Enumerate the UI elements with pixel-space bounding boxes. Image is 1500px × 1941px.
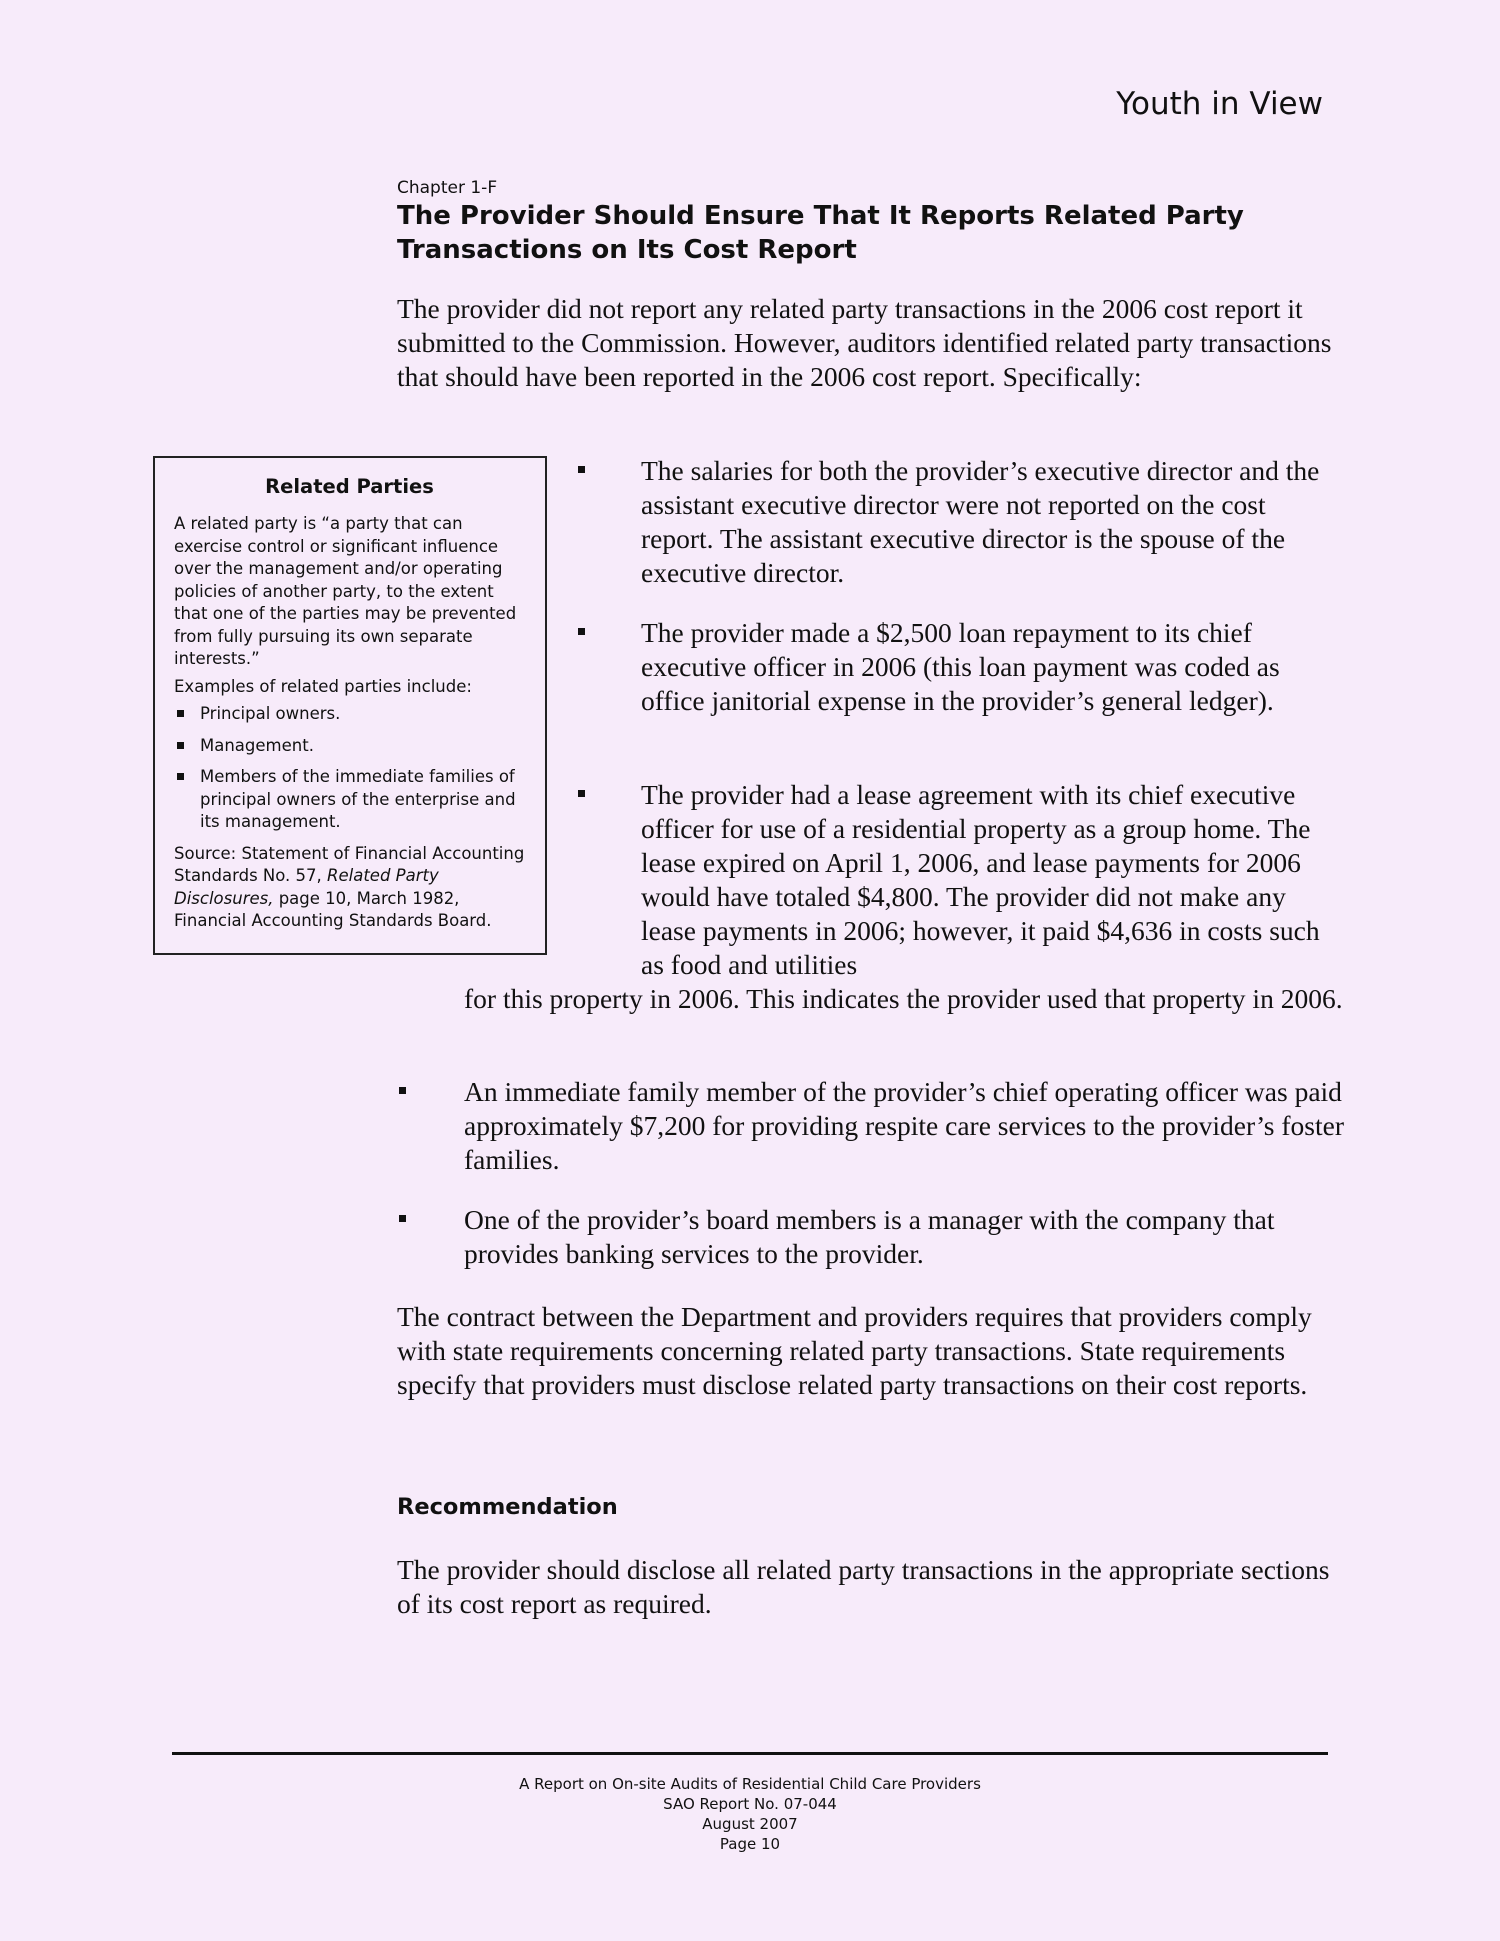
square-bullet-icon: [177, 742, 184, 749]
finding-family-member: An immediate family member of the provider’s chief operating officer was paid approximately $7,200 for providing respite care services to the provider’s foster families.: [464, 1076, 1344, 1175]
sidebar-source: Source: Statement of Financial Accounting Standards No. 57, Related Party Disclosures, page 10, March 1982, Financial Accounting Standards Board.: [174, 843, 525, 930]
square-bullet-icon: [177, 710, 184, 717]
finding-lease-agreement: The provider had a lease agreement with its chief executive officer for use of a residential property as a group home. The lease expired on April 1, 2006, and lease payments for 2006 would have totaled $4,800. The provider did not make any lease payments in 2006; however, it paid $4,636 in costs such as food and utilities: [641, 779, 1320, 980]
recommendation-heading: Recommendation: [397, 1494, 618, 1520]
square-bullet-icon: [578, 628, 585, 635]
contract-paragraph: The contract between the Department and providers requires that providers comply with state requirements concerning related party transactions. State requirements specify that providers must disclose related party transactions on their cost reports.: [397, 1301, 1312, 1400]
square-bullet-icon: [578, 790, 585, 797]
list-item: Management.: [174, 735, 525, 758]
square-bullet-icon: [177, 773, 184, 780]
finding-lease-agreement-continued: for this property in 2006. This indicates the provider used that property in 2006.: [464, 983, 1343, 1014]
recommendation-text: The provider should disclose all related party transactions in the appropriate sections of its cost report as required.: [397, 1554, 1330, 1619]
finding-loan-repayment: The provider made a $2,500 loan repayment to its chief executive officer in 2006 (this loan payment was coded as office janitorial expense in the provider’s general ledger).: [641, 617, 1280, 716]
page-number: Page 10: [719, 1835, 781, 1853]
sidebar-title: Related Parties: [265, 475, 434, 498]
sidebar-examples-intro: Examples of related parties include:: [174, 676, 472, 696]
finding-board-member: One of the provider’s board members is a manager with the company that provides banking services to the provider.: [464, 1204, 1275, 1269]
square-bullet-icon: [399, 1087, 406, 1094]
sidebar-definition: A related party is “a party that can exercise control or significant influence over the management and/or operating policies of another party, to the extent that one of the parties may be prevented from fully pursuing its own separate interests.”: [174, 514, 517, 668]
finding-salaries: The salaries for both the provider’s executive director and the assistant executive director were not reported on the cost report. The assistant executive director is the spouse of the executive director.: [641, 455, 1320, 588]
intro-paragraph: The provider did not report any related party transactions in the 2006 cost report it submitted to the Commission. However, auditors identified related party transactions that should have been reported in the 2006 cost report. Specifically:: [397, 293, 1332, 392]
footer-report-number: SAO Report No. 07-044: [663, 1795, 837, 1813]
footer-divider: [172, 1752, 1328, 1755]
running-head: Youth in View: [1116, 86, 1323, 122]
footer-date: August 2007: [702, 1815, 798, 1833]
list-item: Members of the immediate families of principal owners of the enterprise and its management.: [174, 766, 525, 834]
sidebar-examples-list: [174, 703, 525, 834]
chapter-label: Chapter 1-F: [397, 178, 498, 198]
footer-report-title: A Report on On-site Audits of Residential Child Care Providers: [519, 1775, 981, 1793]
related-parties-sidebar: [153, 456, 547, 955]
chapter-title: The Provider Should Ensure That It Reports Related Party Transactions on Its Cost Report: [397, 201, 1244, 265]
square-bullet-icon: [399, 1215, 406, 1222]
list-item: Principal owners.: [174, 703, 525, 726]
square-bullet-icon: [578, 466, 585, 473]
page-footer: [0, 1774, 1500, 1854]
